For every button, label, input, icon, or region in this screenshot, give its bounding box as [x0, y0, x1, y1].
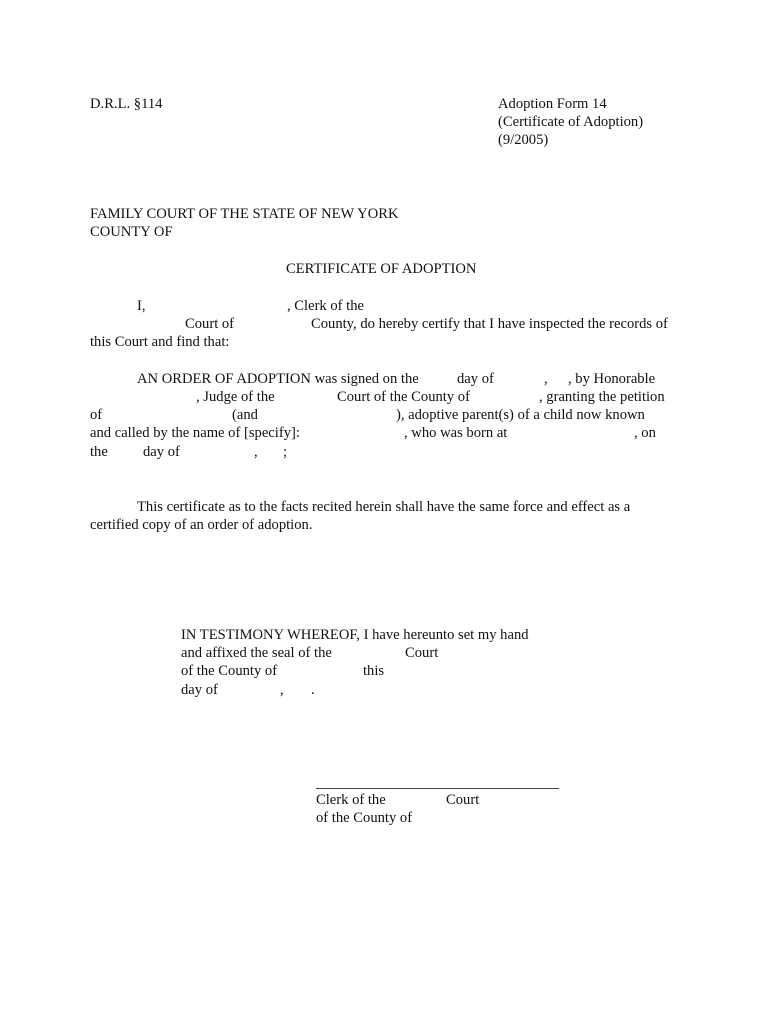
intro-this-court: this Court and find that:	[90, 334, 230, 350]
order-court-of-county: Court of the County of	[337, 389, 470, 405]
order-by-honorable: , by Honorable	[568, 371, 656, 387]
order-born-at: , who was born at	[404, 425, 508, 441]
document-title: CERTIFICATE OF ADOPTION	[286, 261, 477, 277]
form-name: (Certificate of Adoption)	[498, 114, 644, 130]
testimony-county-of: of the County of	[181, 663, 278, 679]
testimony-comma: ,	[280, 682, 284, 698]
order-granting: , granting the petition	[539, 389, 665, 405]
signature-court: Court	[446, 792, 480, 808]
form-date: (9/2005)	[498, 132, 549, 148]
intro-county-certify: County, do hereby certify that I have inspected the records of	[311, 316, 668, 332]
testimony-seal: and affixed the seal of the	[181, 645, 332, 661]
order-called-by: and called by the name of [specify]:	[90, 425, 300, 441]
statute-reference: D.R.L. §114	[90, 96, 163, 112]
intro-clerk-of-the: , Clerk of the	[287, 298, 365, 314]
force-line-1: This certificate as to the facts recited herein shall have the same force and effect as a	[137, 499, 631, 515]
order-on: , on	[634, 425, 656, 441]
intro-court-of: Court of	[185, 316, 235, 332]
order-day-of-2: day of	[143, 444, 180, 460]
order-of: of	[90, 407, 103, 423]
order-comma: ,	[544, 371, 548, 387]
court-name: FAMILY COURT OF THE STATE OF NEW YORK	[90, 206, 399, 222]
signature-clerk-of-the: Clerk of the	[316, 792, 386, 808]
testimony-line-1: IN TESTIMONY WHEREOF, I have hereunto set my hand	[181, 627, 529, 643]
order-and: (and	[232, 407, 258, 423]
order-day-of: day of	[457, 371, 494, 387]
form-number: Adoption Form 14	[498, 96, 607, 112]
order-semicolon: ;	[283, 444, 288, 460]
order-judge-of-the: , Judge of the	[196, 389, 275, 405]
testimony-period: .	[311, 682, 315, 698]
intro-i: I,	[137, 298, 146, 314]
signature-county-of: of the County of	[316, 810, 413, 826]
order-comma-2: ,	[254, 444, 258, 460]
testimony-court: Court	[405, 645, 439, 661]
order-adoptive-parents: ), adoptive parent(s) of a child now known	[396, 407, 645, 423]
testimony-this: this	[363, 663, 385, 679]
county-caption: COUNTY OF	[90, 224, 173, 240]
force-line-2: certified copy of an order of adoption.	[90, 517, 313, 533]
order-signed-on: AN ORDER OF ADOPTION was signed on the	[137, 371, 419, 387]
testimony-day-of: day of	[181, 682, 218, 698]
order-the: the	[90, 444, 108, 460]
signature-line	[316, 788, 559, 789]
